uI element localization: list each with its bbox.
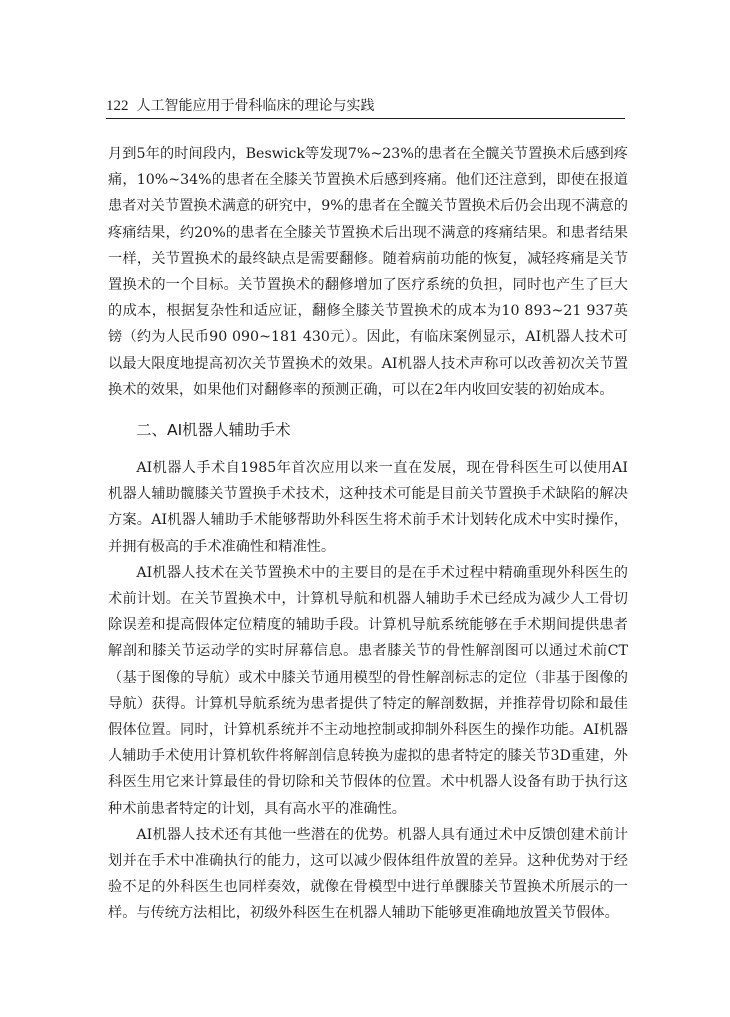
paragraph: AI机器人技术还有其他一些潜在的优势。机器人具有通过术中反馈创建术前计划并在手术中准确执行的能力，这可以减少假体组件放置的差异。这种优势对于经验不足的外科医生也同样奏效，就像在骨模型中进行单髁膝关节置换术所展示的一样。与传统方法相比，初级外科医生在机器人辅助下能够更准确地放置关节假体。 bbox=[108, 826, 628, 922]
header-rule bbox=[106, 118, 625, 119]
body-text bbox=[108, 141, 628, 927]
book-title: 人工智能应用于骨科临床的理论与实践 bbox=[136, 98, 375, 114]
paragraph: AI机器人手术自1985年首次应用以来一直在发展，现在骨科医生可以使用AI机器人辅助髋膝关节置换手术技术，这种技术可能是目前关节置换手术缺陷的解决方案。AI机器人辅助手术能够帮助外科医生将术前手术计划转化成术中实时操作，并拥有极高的手术准确性和精准性。 bbox=[108, 460, 628, 555]
running-header bbox=[106, 95, 626, 117]
page-number: 122 bbox=[106, 98, 129, 114]
section-heading: 二、AI机器人辅助手术 bbox=[136, 421, 291, 440]
paragraph-continued: 月到5年的时间段内，Beswick等发现7%~23%的患者在全髋关节置换术后感到疼痛，10%~34%的患者在全膝关节置换术后感到疼痛。他们还注意到，即使在报道患者对关节置换术满意的研究中，9%的患者在全髋关节置换术后仍会出现不满意的疼痛结果，约20%的患者在全膝关节置换术后出现不满意的疼痛结果。和患者结果一样，关节置换术的最终缺点是需要翻修。随着病前功能的恢复，减轻疼痛是关节置换术的一个目标。关节置换术的翻修增加了医疗系统的负担，同时也产生了巨大的成本，根据复杂性和适应证，翻修全膝关节置换术的成本为10 893~21 937英镑（约为人民币90 090~181 430元）。因此，有临床案例显示，AI机器人技术可以最大限度地提高初次关节置换术的效果。AI机器人技术声称可以改善初次关节置换术的效果，如果他们对翻修率的预测正确，可以在2年内收回安装的初始成本。 bbox=[108, 146, 628, 398]
paragraph: AI机器人技术在关节置换术中的主要目的是在手术过程中精确重现外科医生的术前计划。在关节置换术中，计算机导航和机器人辅助手术已经成为减少人工骨切除误差和提高假体定位精度的辅助手段。计算机导航系统能够在手术期间提供患者解剖和膝关节运动学的实时屏幕信息。患者膝关节的骨性解剖图可以通过术前CT（基于图像的导航）或术中膝关节通用模型的骨性解剖标志的定位（非基于图像的导航）获得。计算机导航系统为患者提供了特定的解剖数据，并推荐骨切除和最佳假体位置。同时，计算机系统并不主动地控制或抑制外科医生的操作功能。AI机器人辅助手术使用计算机软件将解剖信息转换为虚拟的患者特定的膝关节3D重建，外科医生用它来计算最佳的骨切除和关节假体的位置。术中机器人设备有助于执行这种术前患者特定的计划，具有高水平的准确性。 bbox=[108, 564, 628, 817]
